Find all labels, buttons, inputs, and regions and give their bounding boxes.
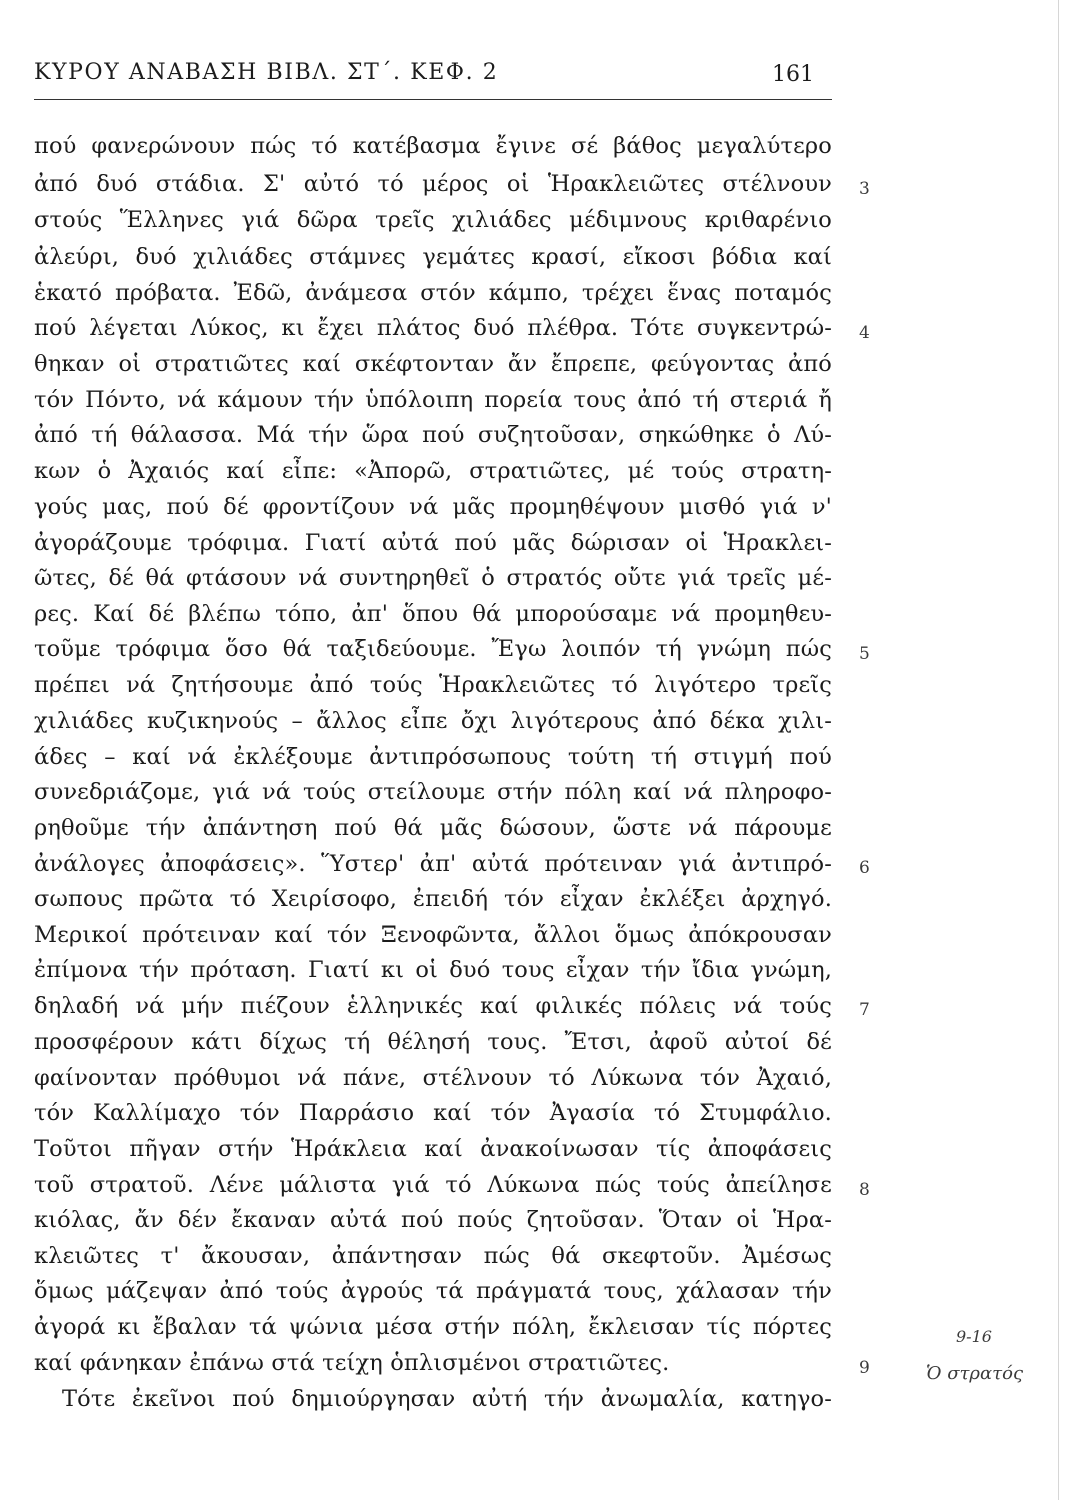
text-line: κιόλας, ἄν δέν ἔκαναν αὐτά πού πούς ζητοῦσαν. Ὅταν οἱ Ἡρα-: [34, 1207, 832, 1233]
text-line: προσφέρουν κάτι δίχως τή θέλησή τους. Ἔτσι, ἀφοῦ αὐτοί δέ: [34, 1029, 832, 1055]
text-line: ἀπό τή θάλασσα. Μά τήν ὥρα πού συζητοῦσαν, σηκώθηκε ὁ Λύ-: [34, 422, 832, 448]
text-line: ῶτες, δέ θά φτάσουν νά συντηρηθεῖ ὁ στρατός οὔτε γιά τρεῖς μέ-: [34, 565, 832, 591]
running-header-title: ΚΥΡΟΥ ΑΝΑΒΑΣΗ ΒΙΒΛ. ΣΤ΄. ΚΕΦ. 2: [34, 60, 499, 85]
text-line: ἀγοράζουμε τρόφιμα. Γιατί αὐτά πού μᾶς δώρισαν οἱ Ἡρακλει-: [34, 530, 832, 556]
text-line: πού λέγεται Λύκος, κι ἔχει πλάτος δυό πλέθρα. Τότε συγκεντρώ-: [34, 315, 832, 341]
text-line: καί φάνηκαν ἐπάνω στά τείχη ὁπλισμένοι στρατιῶτες.: [34, 1350, 670, 1376]
text-line: ἀλεύρι, δυό χιλιάδες στάμνες γεμάτες κρασί, εἴκοσι βόδια καί: [34, 244, 832, 270]
text-line: ἑκατό πρόβατα. Ἐδῶ, ἀνάμεσα στόν κάμπο, τρέχει ἕνας ποταμός: [34, 280, 832, 306]
section-number: 5: [859, 644, 870, 664]
text-line: ὅμως μάζεψαν ἀπό τούς ἀγρούς τά πράγματά τους, χάλασαν τήν: [34, 1278, 832, 1304]
text-line: ρηθοῦμε τήν ἀπάντηση πού θά μᾶς δώσουν, ὥστε νά πάρουμε: [34, 815, 832, 841]
text-line: ἀπό δυό στάδια. Σ' αὐτό τό μέρος οἱ Ἡρακλειῶτες στέλνουν: [34, 171, 832, 197]
text-line: Τοῦτοι πῆγαν στήν Ἡράκλεια καί ἀνακοίνωσαν τίς ἀποφάσεις: [34, 1136, 832, 1162]
section-number: 7: [859, 1000, 870, 1020]
text-line: Μερικοί πρότειναν καί τόν Ξενοφῶντα, ἄλλοι ὅμως ἀπόκρουσαν: [34, 922, 832, 948]
page-edge-line: [1058, 0, 1059, 1500]
text-line: σωπους πρῶτα τό Χειρίσοφο, ἐπειδή τόν εἶχαν ἐκλέξει ἀρχηγό.: [34, 886, 832, 912]
text-line: τόν Καλλίμαχο τόν Παρράσιο καί τόν Ἀγασία τό Στυμφάλιο.: [34, 1100, 832, 1126]
section-number: 6: [859, 858, 870, 878]
text-line: πού φανερώνουν πώς τό κατέβασμα ἔγινε σέ βάθος μεγαλύτερο: [34, 133, 832, 159]
text-line: θηκαν οἱ στρατιῶτες καί σκέφτονταν ἄν ἔπρεπε, φεύγοντας ἀπό: [34, 351, 832, 377]
text-line: ρες. Καί δέ βλέπω τόπο, ἀπ' ὅπου θά μπορούσαμε νά προμηθευ-: [34, 601, 832, 627]
text-line: τοῦ στρατοῦ. Λένε μάλιστα γιά τό Λύκωνα πώς τούς ἀπείλησε: [34, 1172, 832, 1198]
text-line: φαίνονταν πρόθυμοι νά πάνε, στέλνουν τό Λύκωνα τόν Ἀχαιό,: [34, 1065, 832, 1091]
side-note-heading: Ὁ στρατός: [926, 1363, 1024, 1384]
header-rule: [34, 99, 832, 100]
text-line: στούς Ἕλληνες γιά δῶρα τρεῖς χιλιάδες μέδιμνους κριθαρένιο: [34, 207, 832, 233]
text-line: κων ὁ Ἀχαιός καί εἶπε: «Ἀπορῶ, στρατιῶτες, μέ τούς στρατη-: [34, 458, 832, 484]
section-number: 9: [859, 1358, 870, 1378]
text-line: κλειῶτες τ' ἄκουσαν, ἀπάντησαν πώς θά σκεφτοῦν. Ἀμέσως: [34, 1243, 832, 1269]
text-line: άδες – καί νά ἐκλέξουμε ἀντιπρόσωπους τούτη τή στιγμή πού: [34, 744, 832, 770]
text-line: τοῦμε τρόφιμα ὅσο θά ταξιδεύουμε. Ἔγω λοιπόν τή γνώμη πώς: [34, 636, 832, 662]
section-number: 8: [859, 1180, 870, 1200]
section-number: 3: [859, 179, 870, 199]
side-note-range: 9-16: [956, 1327, 992, 1346]
text-line: ἀγορά κι ἔβαλαν τά ψώνια μέσα στήν πόλη, ἔκλεισαν τίς πόρτες: [34, 1314, 832, 1340]
text-line: χιλιάδες κυζικηνούς – ἄλλος εἶπε ὄχι λιγότερους ἀπό δέκα χιλι-: [34, 708, 832, 734]
text-line: Τότε ἐκεῖνοι πού δημιούργησαν αὐτή τήν ἀνωμαλία, κατηγο-: [62, 1386, 832, 1412]
text-line: ἀνάλογες ἀποφάσεις». Ὕστερ' ἀπ' αὐτά πρότειναν γιά ἀντιπρό-: [34, 851, 832, 877]
text-line: δηλαδή νά μήν πιέζουν ἑλληνικές καί φιλικές πόλεις νά τούς: [34, 993, 832, 1019]
text-line: τόν Πόντο, νά κάμουν τήν ὑπόλοιπη πορεία τους ἀπό τή στεριά ἤ: [34, 387, 832, 413]
page-number: 161: [772, 62, 814, 87]
text-line: ἐπίμονα τήν πρόταση. Γιατί κι οἱ δυό τους εἶχαν τήν ἴδια γνώμη,: [34, 957, 832, 983]
text-line: συνεδριάζομε, γιά νά τούς στείλουμε στήν πόλη καί νά πληροφο-: [34, 779, 832, 805]
text-line: γούς μας, πού δέ φροντίζουν νά μᾶς προμηθέψουν μισθό γιά ν': [34, 494, 832, 520]
text-line: πρέπει νά ζητήσουμε ἀπό τούς Ἡρακλειῶτες τό λιγότερο τρεῖς: [34, 672, 832, 698]
section-number: 4: [859, 323, 870, 343]
